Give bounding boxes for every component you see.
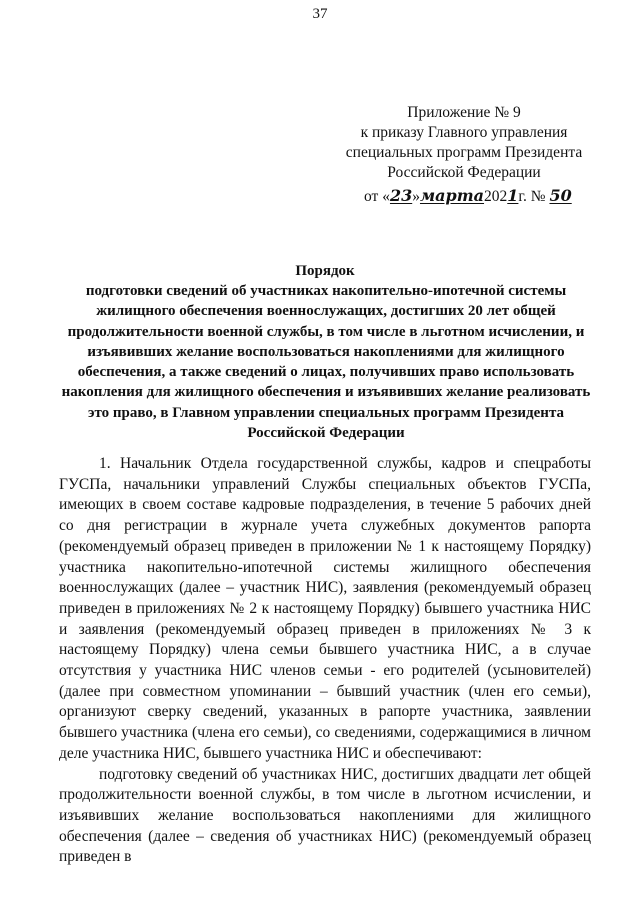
body-paragraph-1: 1. Начальник Отдела государственной службы, кадров и спецработы ГУСПа, начальники управлений Службы специальных объектов ГУСПа, имеющих в своем составе кадровые подразделения, в течение 5 рабочих дней со дня регистрации в журнале учета служебных документов рапорта (рекомендуемый образец приведен в приложении № 1 к настоящему Порядку) участника накопительно-ипотечной системы жилищного обеспечения военнослужащих (далее – участник НИС), заявления (рекомендуемый образец приведен в приложениях № 2 к настоящему Порядку) бывшего участника НИС и заявления (рекомендуемый образец приведен в приложениях № 3 к настоящему Порядку) члена семьи бывшего участника НИС, а в случае отсутствия у участника НИС членов семьи - его родителей (усыновителей) (далее при совместном упоминании – бывший участник (член его семьи), организуют сверку сведений, указанных в рапорте участника, заявлении бывшего участника (члена его семьи), со сведениями, содержащимися в личном деле участника НИС, бывшего участника НИС и обеспечивают: <box>59 455 591 762</box>
page-number: 37 <box>312 6 328 22</box>
body-paragraph-2: подготовку сведений об участниках НИС, достигших двадцати лет общей продолжительности военной службы, в том числе в льготном исчислении, и изъявивших желание воспользоваться накоплениями для жилищного обеспечения (далее – сведения об участниках НИС) (рекомендуемый образец приведен в <box>59 765 591 866</box>
order-prefix: от « <box>364 188 390 205</box>
document-title: Порядок <box>295 263 355 279</box>
order-date-number <box>364 186 584 206</box>
appendix-line-3: специальных программ Президента <box>345 144 583 161</box>
appendix-block <box>340 103 588 183</box>
order-number: 50 <box>549 186 572 205</box>
appendix-line-4: Российской Федерации <box>387 164 541 181</box>
document-body <box>59 454 591 868</box>
appendix-line-1: Приложение № 9 <box>407 104 521 121</box>
order-day: 23 <box>389 186 413 205</box>
order-year-unit: г. № <box>518 188 550 205</box>
order-quote-close: » <box>412 188 420 205</box>
appendix-line-2: к приказу Главного управления <box>360 124 568 141</box>
order-month: марта <box>419 186 485 205</box>
document-subtitle: подготовки сведений об участниках накопительно-ипотечной системы жилищного обеспечения военнослужащих, достигших 20 лет общей продолжительности военной службы, в том числе в льготном исчислении, и изъявивших желание воспользоваться накоплениями для жилищного обеспечения, а также сведений о лицах, получивших право использовать накопления для жилищного обеспечения и изъявивших желание реализовать это право, в Главном управлении специальных программ Президента Российской Федерации <box>61 283 591 442</box>
order-year-suffix: 1 <box>507 186 519 205</box>
order-year-prefix: 202 <box>484 188 508 205</box>
